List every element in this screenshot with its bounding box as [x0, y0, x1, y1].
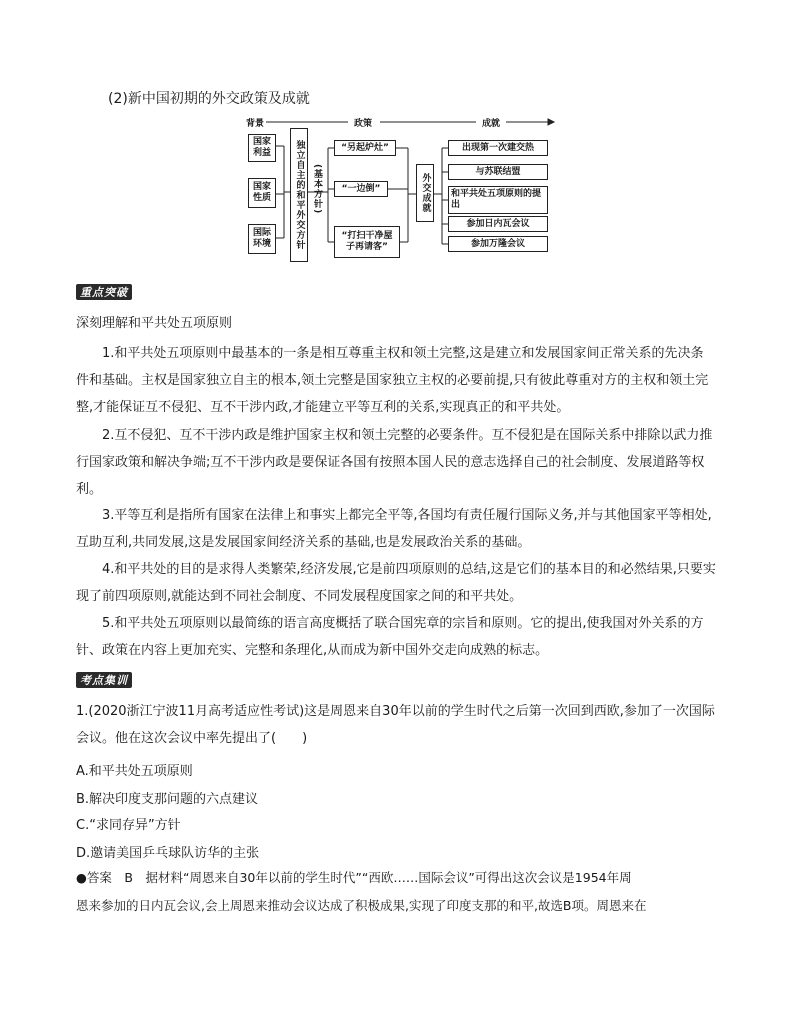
- header-policy: 政策: [354, 119, 373, 129]
- option-a: A.和平共处五项原则: [76, 764, 193, 779]
- achievement-box: 与苏联结盟: [448, 164, 548, 180]
- achievement-box: 和平共处五项原则的提出: [448, 186, 548, 214]
- achievement-box: 参加日内瓦会议: [448, 216, 548, 232]
- paragraph: 4.和平共处的目的是求得人类繁荣,经济发展,它是前四项原则的总结,这是它们的基本目的和必然结果,只要实现了前四项原则,就能达到不同社会制度、不同发展程度国家之间的和平共处。: [76, 562, 716, 604]
- section-heading: (2)新中国初期的外交政策及成就: [108, 91, 310, 107]
- policy-box: “一边倒”: [334, 181, 388, 197]
- subheading: 深刻理解和平共处五项原则: [76, 316, 233, 331]
- paragraph: 1.和平共处五项原则中最基本的一条是相互尊重主权和领土完整,这是建立和发展国家间正常关系的先决条件和基础。主权是国家独立自主的根本,领土完整是国家独立主权的必要前提,只有彼此尊重对方的主权和领土完整,才能保证互不侵犯、互不干涉内政,才能建立平等互利的关系,实现真正的和平共处。: [76, 346, 709, 415]
- background-box: 国家利益: [248, 134, 276, 162]
- header-achievement: 成就: [482, 119, 501, 129]
- paragraph: 5.和平共处五项原则以最简练的语言高度概括了联合国宪章的宗旨和原则。它的提出,使我国对外关系的方针、政策在内容上更加充实、完整和条理化,从而成为新中国外交走向成熟的标志。: [76, 616, 704, 658]
- policy-box: “另起炉灶”: [334, 140, 396, 156]
- option-d: D.邀请美国乒乓球队访华的主张: [76, 846, 260, 861]
- core-policy-box: 独立自主的和平外交方针: [290, 128, 308, 262]
- option-b: B.解决印度支那问题的六点建议: [76, 792, 259, 807]
- achievement-box: 出现第一次建交热: [448, 140, 548, 156]
- background-box: 国际环境: [248, 224, 276, 254]
- achievement-label-box: 外交成就: [416, 164, 434, 222]
- policy-box: “打扫干净屋子再请客”: [334, 226, 400, 258]
- foreign-policy-diagram: [238, 116, 558, 264]
- header-background: 背景: [246, 119, 265, 129]
- paragraph: 3.平等互利是指所有国家在法律上和事实上都完全平等,各国均有责任履行国际义务,并与其他国家平等相处,互助互利,共同发展,这是发展国家间经济关系的基础,也是发展政治关系的基础。: [76, 508, 712, 550]
- option-c: C.“求同存异”方针: [76, 818, 181, 833]
- answer-line: ●答案 B 据材料“周恩来自30年以前的学生时代”“西欧……国际会议”可得出这次会议是1954年周: [76, 870, 632, 885]
- answer-line: 恩来参加的日内瓦会议,会上周恩来推动会议达成了积极成果,实现了印度支那的和平,故选B项。周恩来在: [76, 898, 647, 913]
- paragraph: 2.互不侵犯、互不干涉内政是维护国家主权和领土完整的必要条件。互不侵犯是在国际关系中排除以武力推行国家政策和解决争端;互不干涉内政是要保证各国有按照本国人民的意志选择自己的社会制度、发展道路等权利。: [76, 428, 713, 497]
- core-policy-label: (基本方针): [312, 164, 322, 215]
- question-stem: 1.(2020浙江宁波11月高考适应性考试)这是周恩来自30年以前的学生时代之后第一次回到西欧,参加了一次国际会议。他在这次会议中率先提出了( ): [76, 704, 715, 746]
- background-box: 国家性质: [248, 178, 276, 208]
- key-points-badge: 重点突破: [76, 284, 132, 300]
- practice-badge: 考点集训: [76, 672, 132, 688]
- achievement-box: 参加万隆会议: [448, 236, 548, 252]
